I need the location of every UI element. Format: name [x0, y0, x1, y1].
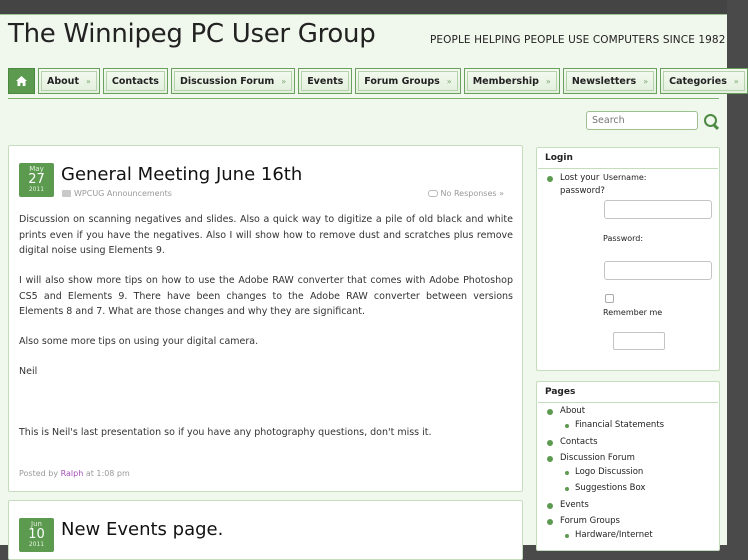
page-link-hardware-internet[interactable]: Hardware/Internet [575, 530, 653, 540]
site-tagline: PEOPLE HELPING PEOPLE USE COMPUTERS SINCE 1982 [430, 34, 726, 46]
login-widget [536, 147, 720, 371]
post-date-year: 2011 [28, 541, 45, 548]
page-link-financial-statements[interactable]: Financial Statements [575, 420, 665, 430]
login-widget-title: Login [538, 148, 718, 169]
post-paragraph: This is Neil's last presentation so if you have any photography questions, don't miss it. [19, 426, 432, 438]
post-title[interactable]: General Meeting June 16th [61, 164, 303, 185]
nav-label: Discussion Forum [179, 75, 275, 87]
lost-password-link[interactable]: Lost your [560, 173, 600, 183]
pages-widget-title: Pages [538, 382, 718, 403]
post-date-day: 10 [28, 527, 45, 542]
post-date-badge [19, 163, 54, 197]
bullet-icon [547, 503, 553, 509]
page-link-discussion-forum[interactable]: Discussion Forum [560, 453, 635, 463]
page-link-suggestions-box[interactable]: Suggestions Box [575, 483, 646, 493]
nav-label: Newsletters [571, 75, 637, 87]
nav-newsletters[interactable] [563, 68, 657, 94]
password-field[interactable] [604, 261, 712, 280]
top-bar [0, 0, 727, 14]
post-comments [428, 189, 504, 198]
chevron-down-icon: » [281, 76, 287, 86]
page-link-forum-groups[interactable]: Forum Groups [560, 516, 620, 526]
post-author-link[interactable]: Ralph [60, 469, 84, 478]
page-link-logo-discussion[interactable]: Logo Discussion [575, 467, 644, 477]
post-date-month: Jun [31, 520, 42, 528]
posted-by-label: Posted by [19, 469, 59, 478]
nav-membership[interactable] [464, 68, 560, 94]
nav-discussion-forum[interactable] [171, 68, 295, 94]
post-paragraph: Also some more tips on using your digital camera. [19, 336, 259, 347]
login-button[interactable] [613, 332, 665, 350]
chevron-down-icon: » [733, 76, 739, 86]
bullet-icon [547, 440, 553, 446]
bullet-icon [565, 534, 569, 538]
post-date-year: 2011 [28, 186, 45, 193]
bullet-icon [565, 424, 569, 428]
search-input[interactable] [586, 111, 698, 130]
header-divider [8, 98, 719, 99]
post-date-month: May [29, 165, 44, 173]
post-paragraph: Discussion on scanning negatives and slides. Also a quick way to digitize a pile of old black and white prints even if you have the negatives. Also I will show how to remove dust and scratches plus remove digital noise using Elements 9. [19, 214, 513, 256]
folder-icon [62, 190, 71, 197]
search-form [586, 111, 720, 130]
nav-contacts[interactable] [103, 68, 168, 94]
nav-label: Contacts [111, 75, 159, 87]
post-category-link[interactable]: WPCUG Announcements [74, 189, 172, 198]
page-link-about[interactable]: About [560, 406, 586, 416]
username-label: Username: [603, 173, 647, 182]
remember-me-checkbox[interactable] [605, 294, 614, 303]
post-body [19, 212, 513, 455]
search-icon[interactable] [702, 112, 720, 130]
remember-me-label: Remember me [603, 308, 663, 317]
post-paragraph: I will also show more tips on how to use the Adobe RAW converter that comes with Adobe Photoshop CS5 and Elements 9. There have been changes to the Adobe RAW converter between versions Elements 8 and 7. What are those changes and why they are significant. [19, 275, 513, 317]
chevron-down-icon: » [643, 76, 649, 86]
bullet-icon [547, 456, 553, 462]
pages-widget [536, 381, 720, 551]
comment-icon [428, 190, 438, 197]
bullet-icon [565, 487, 569, 491]
nav-home[interactable] [8, 68, 35, 94]
home-icon [16, 69, 27, 93]
post-time: at 1:08 pm [85, 469, 130, 478]
nav-events[interactable] [298, 68, 352, 94]
chevron-down-icon: » [545, 76, 551, 86]
post-paragraph: Neil [19, 366, 38, 377]
bullet-icon [547, 519, 553, 525]
password-label: Password: [603, 234, 644, 243]
site-title[interactable]: The Winnipeg PC User Group [8, 19, 376, 49]
post-category [62, 189, 172, 198]
nav-label: Forum Groups [364, 75, 440, 87]
chevron-down-icon: » [85, 76, 91, 86]
post-date-badge [19, 518, 54, 552]
nav-label: Categories [669, 75, 727, 87]
main-nav [8, 68, 748, 94]
post-title[interactable]: New Events page. [61, 519, 224, 540]
page-link-events[interactable]: Events [560, 500, 589, 510]
post-comments-link[interactable]: No Responses » [440, 189, 504, 198]
nav-label: Events [307, 75, 344, 87]
post-footer [19, 469, 130, 478]
bullet-icon [547, 409, 553, 415]
chevron-down-icon: » [446, 76, 452, 86]
post [8, 145, 523, 492]
page-link-contacts[interactable]: Contacts [560, 437, 598, 447]
post [8, 500, 523, 560]
nav-about[interactable] [38, 68, 100, 94]
nav-label: About [47, 75, 79, 87]
bullet-icon [547, 176, 553, 182]
bullet-icon [565, 471, 569, 475]
nav-label: Membership [472, 75, 539, 87]
nav-forum-groups[interactable] [355, 68, 460, 94]
lost-password-link-2[interactable]: password? [560, 186, 605, 196]
nav-categories[interactable] [660, 68, 748, 94]
username-field[interactable] [604, 200, 712, 219]
post-date-day: 27 [28, 172, 45, 187]
